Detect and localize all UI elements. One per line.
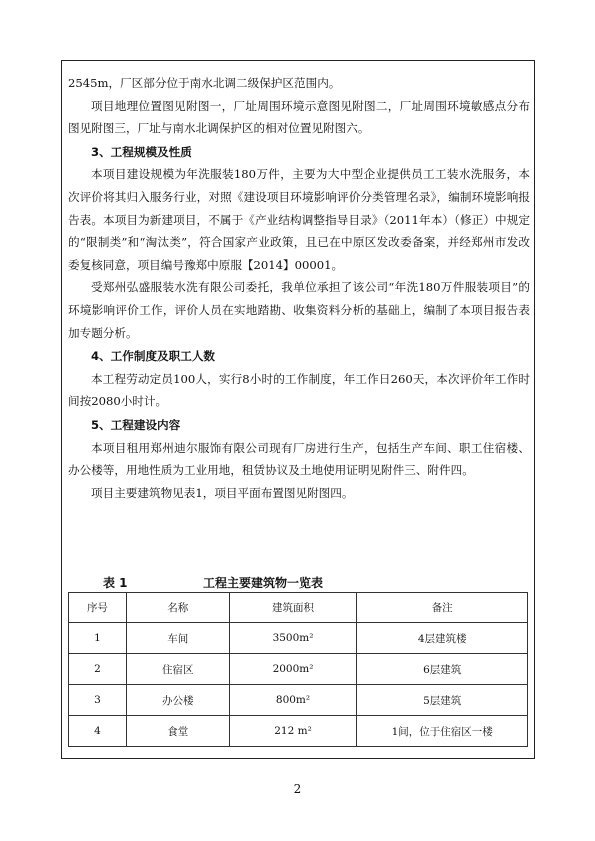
section-heading-5: 5、工程建设内容	[91, 417, 181, 432]
cell-name: 车间	[126, 623, 229, 654]
cell-area: 212 m²	[229, 716, 357, 747]
header-remarks: 备注	[357, 593, 528, 623]
cell-index: 4	[69, 716, 127, 747]
table-header-row	[69, 593, 528, 623]
paragraph-figure-references: 项目地理位置图见附图一，厂址周围环境示意图见附图二，厂址周围环境敏感点分布图见附图三，厂址与南水北调保护区的相对位置见附图六。	[68, 98, 530, 136]
cell-remarks: 1间，位于住宿区一楼	[357, 716, 528, 747]
cell-name: 住宿区	[126, 654, 229, 685]
header-index: 序号	[69, 593, 127, 623]
section-heading-3: 3、工程规模及性质	[91, 144, 192, 159]
table-row	[69, 654, 528, 685]
paragraph-table-reference: 项目主要建筑物见表1，项目平面布置图见附图四。	[91, 485, 354, 500]
table-row	[69, 685, 528, 716]
cell-remarks: 6层建筑	[357, 654, 528, 685]
table-row	[69, 623, 528, 654]
cell-area: 3500m²	[229, 623, 357, 654]
header-name: 名称	[126, 593, 229, 623]
table-title: 工程主要建筑物一览表	[203, 576, 324, 590]
cell-remarks: 4层建筑楼	[357, 623, 528, 654]
table-label: 表 1	[103, 576, 128, 590]
cell-index: 3	[69, 685, 127, 716]
paragraph-commission: 受郑州弘盛服装水洗有限公司委托，我单位承担了该公司“年洗180万件服装项目”的环境影响评价工作，评价人员在实地踏勘、收集资料分析的基础上，编制了本项目报告表加专题分析。	[68, 280, 530, 340]
cell-remarks: 5层建筑	[357, 685, 528, 716]
document-body	[68, 72, 530, 504]
paragraph-construction: 本项目租用郑州迪尔服饰有限公司现有厂房进行生产，包括生产车间、职工住宿楼、办公楼等，用地性质为工业用地，租赁协议及土地使用证明见附件三、附件四。	[68, 440, 530, 478]
paragraph-staffing: 本工程劳动定员100人，实行8小时的工作制度，年工作日260天，本次评价年工作时间按2080小时计。	[68, 371, 530, 409]
page-number: 2	[293, 782, 302, 796]
paragraph-site-location: 2545m，厂区部分位于南水北调二级保护区范围内。	[68, 76, 341, 90]
paragraph-project-scale: 本项目建设规模为年洗服装180万件，主要为大中型企业提供员工工装水洗服务，本次评价将其归入服务行业，对照《建设项目环境影响评价分类管理名录》，编制环境影响报告表。本项目为新建项目，不属于《产业结构调整指导目录》（2011年本）（修正）中规定的“限制类”和“淘汰类”，符合国家产业政策，且已在中原区发改委备案，并经郑州市发改委复核同意，项目编号豫郑中原服【2014】00001。	[68, 167, 530, 272]
header-area: 建筑面积	[229, 593, 357, 623]
cell-area: 2000m²	[229, 654, 357, 685]
cell-name: 食堂	[126, 716, 229, 747]
cell-index: 2	[69, 654, 127, 685]
cell-name: 办公楼	[126, 685, 229, 716]
cell-index: 1	[69, 623, 127, 654]
table-row	[69, 716, 528, 747]
buildings-table	[68, 592, 528, 747]
cell-area: 800m²	[229, 685, 357, 716]
section-heading-4: 4、工作制度及职工人数	[91, 349, 216, 364]
